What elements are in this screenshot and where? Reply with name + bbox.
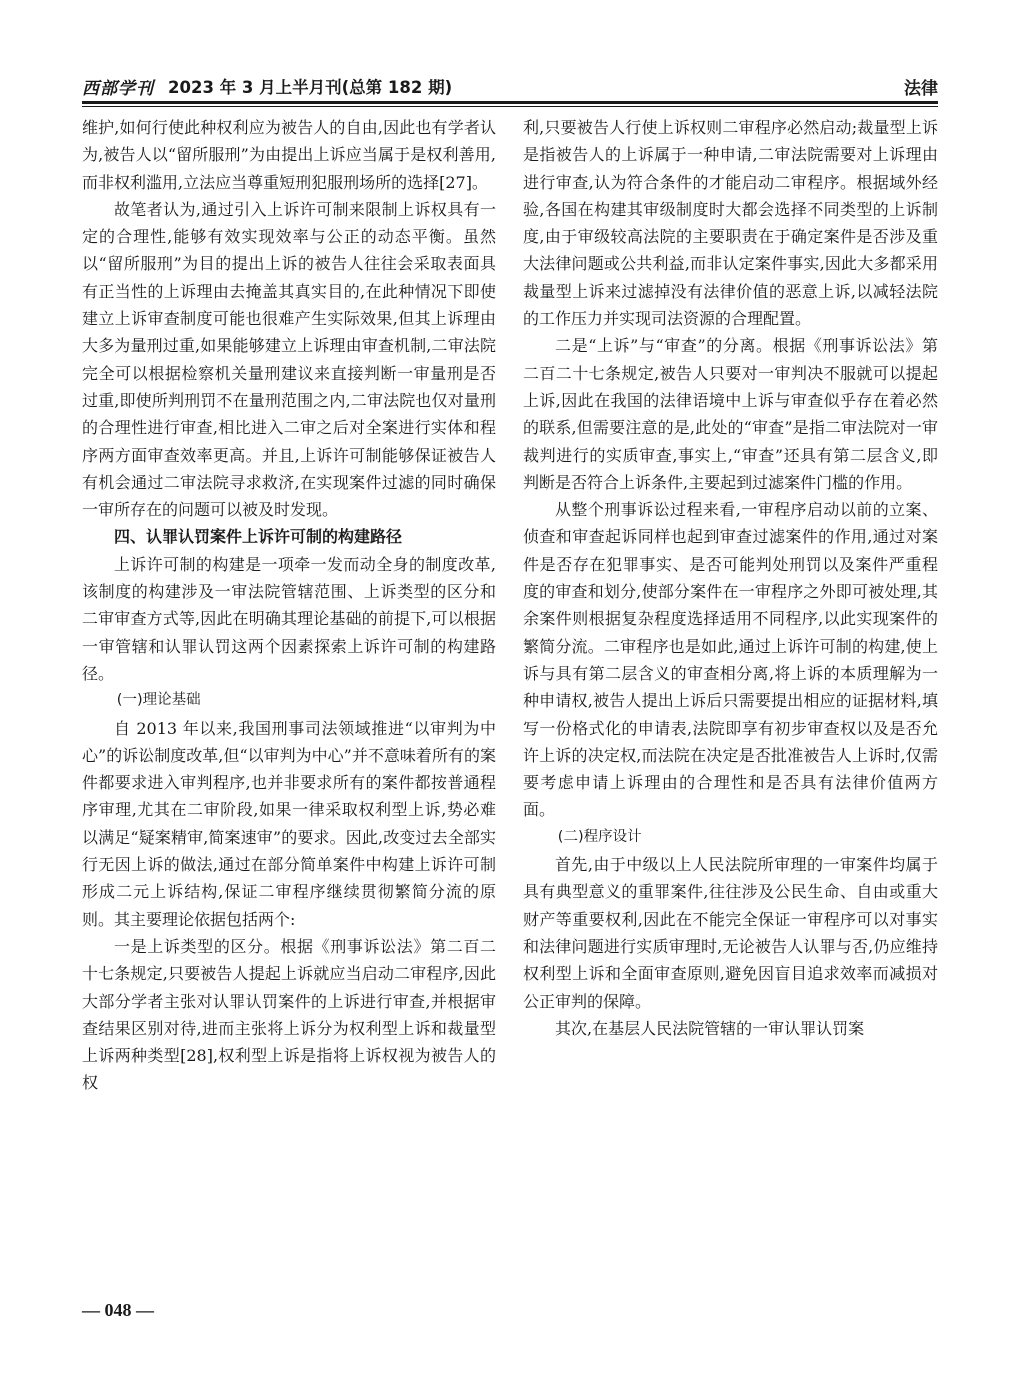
section-label: 法律 bbox=[904, 79, 938, 99]
right-column bbox=[523, 114, 938, 1042]
running-header bbox=[82, 70, 938, 100]
right-paragraph-3: 从整个刑事诉讼过程来看,一审程序启动以前的立案、侦查和审查起诉同样也起到审查过滤案件的作用,通过对案件是否存在犯罪事实、是否可能判处刑罚以及案件严重程度的审查和划分,使部分案件在一审程序之外即可被处理,其余案件则根据复杂程度选择适用不同程序,以此实现案件的繁简分流。二审程序也是如此,通过上诉许可制的构建,使上诉与具有第二层含义的审查相分离,将上诉的本质理解为一种申请权,被告人提出上诉后只需要提出相应的证据材料,填写一份格式化的申请表,法院即享有初步审查权以及是否允许上诉的决定权,而法院在决定是否批准被告人上诉时,仅需要考虑申请上诉理由的合理性和是否具有法律价值两方面。 bbox=[523, 500, 938, 820]
left-paragraph-3: 上诉许可制的构建是一项牵一发而动全身的制度改革,该制度的构建涉及一审法院管辖范围、上诉类型的区分和二审审查方式等,因此在明确其理论基础的前提下,可以根据一审管辖和认罪认罚这两个因素探索上诉许可制的构建路径。 bbox=[82, 554, 496, 683]
subsection-1-heading: (一)理论基础 bbox=[116, 692, 201, 709]
page-number: — 048 — bbox=[82, 1300, 154, 1320]
header-rule-thick bbox=[82, 101, 938, 104]
left-column bbox=[82, 114, 496, 1097]
issue-info: 2023 年 3 月上半月刊(总第 182 期) bbox=[168, 78, 453, 97]
journal-brand: 西部学刊 bbox=[82, 79, 154, 99]
right-paragraph-4: 首先,由于中级以上人民法院所审理的一审案件均属于具有典型意义的重罪案件,往往涉及公民生命、自由或重大财产等重要权利,因此在不能完全保证一审程序可以对事实和法律问题进行实质审理时,无论被告人认罪与否,仍应维持权利型上诉和全面审查原则,避免因盲目追求效率而减损对公正审判的保障。 bbox=[523, 855, 938, 1011]
left-paragraph-2: 故笔者认为,通过引入上诉许可制来限制上诉权具有一定的合理性,能够有效实现效率与公正的动态平衡。虽然以“留所服刑”为目的提出上诉的被告人往往会采取表面具有正当性的上诉理由去掩盖其真实目的,在此种情况下即使建立上诉审查制度可能也很难产生实际效果,但其上诉理由大多为量刑过重,如果能够建立上诉理由审查机制,二审法院完全可以根据检察机关量刑建议来直接判断一审量刑是否过重,即使所判刑罚不在量刑范围之内,二审法院也仅对量刑的合理性进行审查,相比进入二审之后对全案进行实体和程序两方面审查效率更高。并且,上诉许可制能够保证被告人有机会通过二审法院寻求救济,在实现案件过滤的同时确保一审所存在的问题可以被及时发现。 bbox=[82, 199, 496, 520]
left-paragraph-4: 自 2013 年以来,我国刑事司法领域推进“以审判为中心”的诉讼制度改革,但“以审判为中心”并不意味着所有的案件都要求进入审判程序,也并非要求所有的案件都按普通程序审理,尤其在二审阶段,如果一律采取权利型上诉,势必难以满足“疑案精审,简案速审”的要求。因此,改变过去全部实行无因上诉的做法,通过在部分简单案件中构建上诉许可制形成二元上诉结构,保证二审程序继续贯彻繁简分流的原则。其主要理论依据包括两个: bbox=[82, 718, 496, 929]
right-paragraph-2: 二是“上诉”与“审查”的分离。根据《刑事诉讼法》第二百二十七条规定,被告人只要对一审判决不服就可以提起上诉,因此在我国的法律语境中上诉与审查似乎存在着必然的联系,但需要注意的是,此处的“审查”是指二审法院对一审裁判进行的实质审查,事实上,“审查”还具有第二层含义,即判断是否符合上诉条件,主要起到过滤案件门槛的作用。 bbox=[523, 336, 938, 492]
left-paragraph-5: 一是上诉类型的区分。根据《刑事诉讼法》第二百二十七条规定,只要被告人提起上诉就应当启动二审程序,因此大部分学者主张对认罪认罚案件的上诉进行审查,并根据审查结果区别对待,进而主张将上诉分为权利型上诉和裁量型上诉两种类型[28],权利型上诉是指将上诉权视为被告人的权 bbox=[82, 936, 496, 1093]
right-paragraph-5: 其次,在基层人民法院管辖的一审认罪认罚案 bbox=[555, 1018, 865, 1038]
section-4-heading: 四、认罪认罚案件上诉许可制的构建路径 bbox=[114, 527, 403, 547]
right-paragraph-1: 利,只要被告人行使上诉权则二审程序必然启动;裁量型上诉是指被告人的上诉属于一种申请,二审法院需要对上诉理由进行审查,认为符合条件的才能启动二审程序。根据域外经验,各国在构建其审级制度时大都会选择不同类型的上诉制度,由于审级较高法院的主要职责在于确定案件是否涉及重大法律问题或公共利益,而非认定案件事实,因此大多都采用裁量型上诉来过滤掉没有法律价值的恶意上诉,以减轻法院的工作压力并实现司法资源的合理配置。 bbox=[523, 118, 938, 329]
subsection-2-heading: (二)程序设计 bbox=[557, 828, 642, 845]
header-rule-thin bbox=[82, 106, 938, 107]
left-paragraph-1: 维护,如何行使此种权利应为被告人的自由,因此也有学者认为,被告人以“留所服刑”为由提出上诉应当属于是权利善用,而非权利滥用,立法应当尊重短刑犯服刑场所的选择[27]。 bbox=[82, 118, 496, 192]
